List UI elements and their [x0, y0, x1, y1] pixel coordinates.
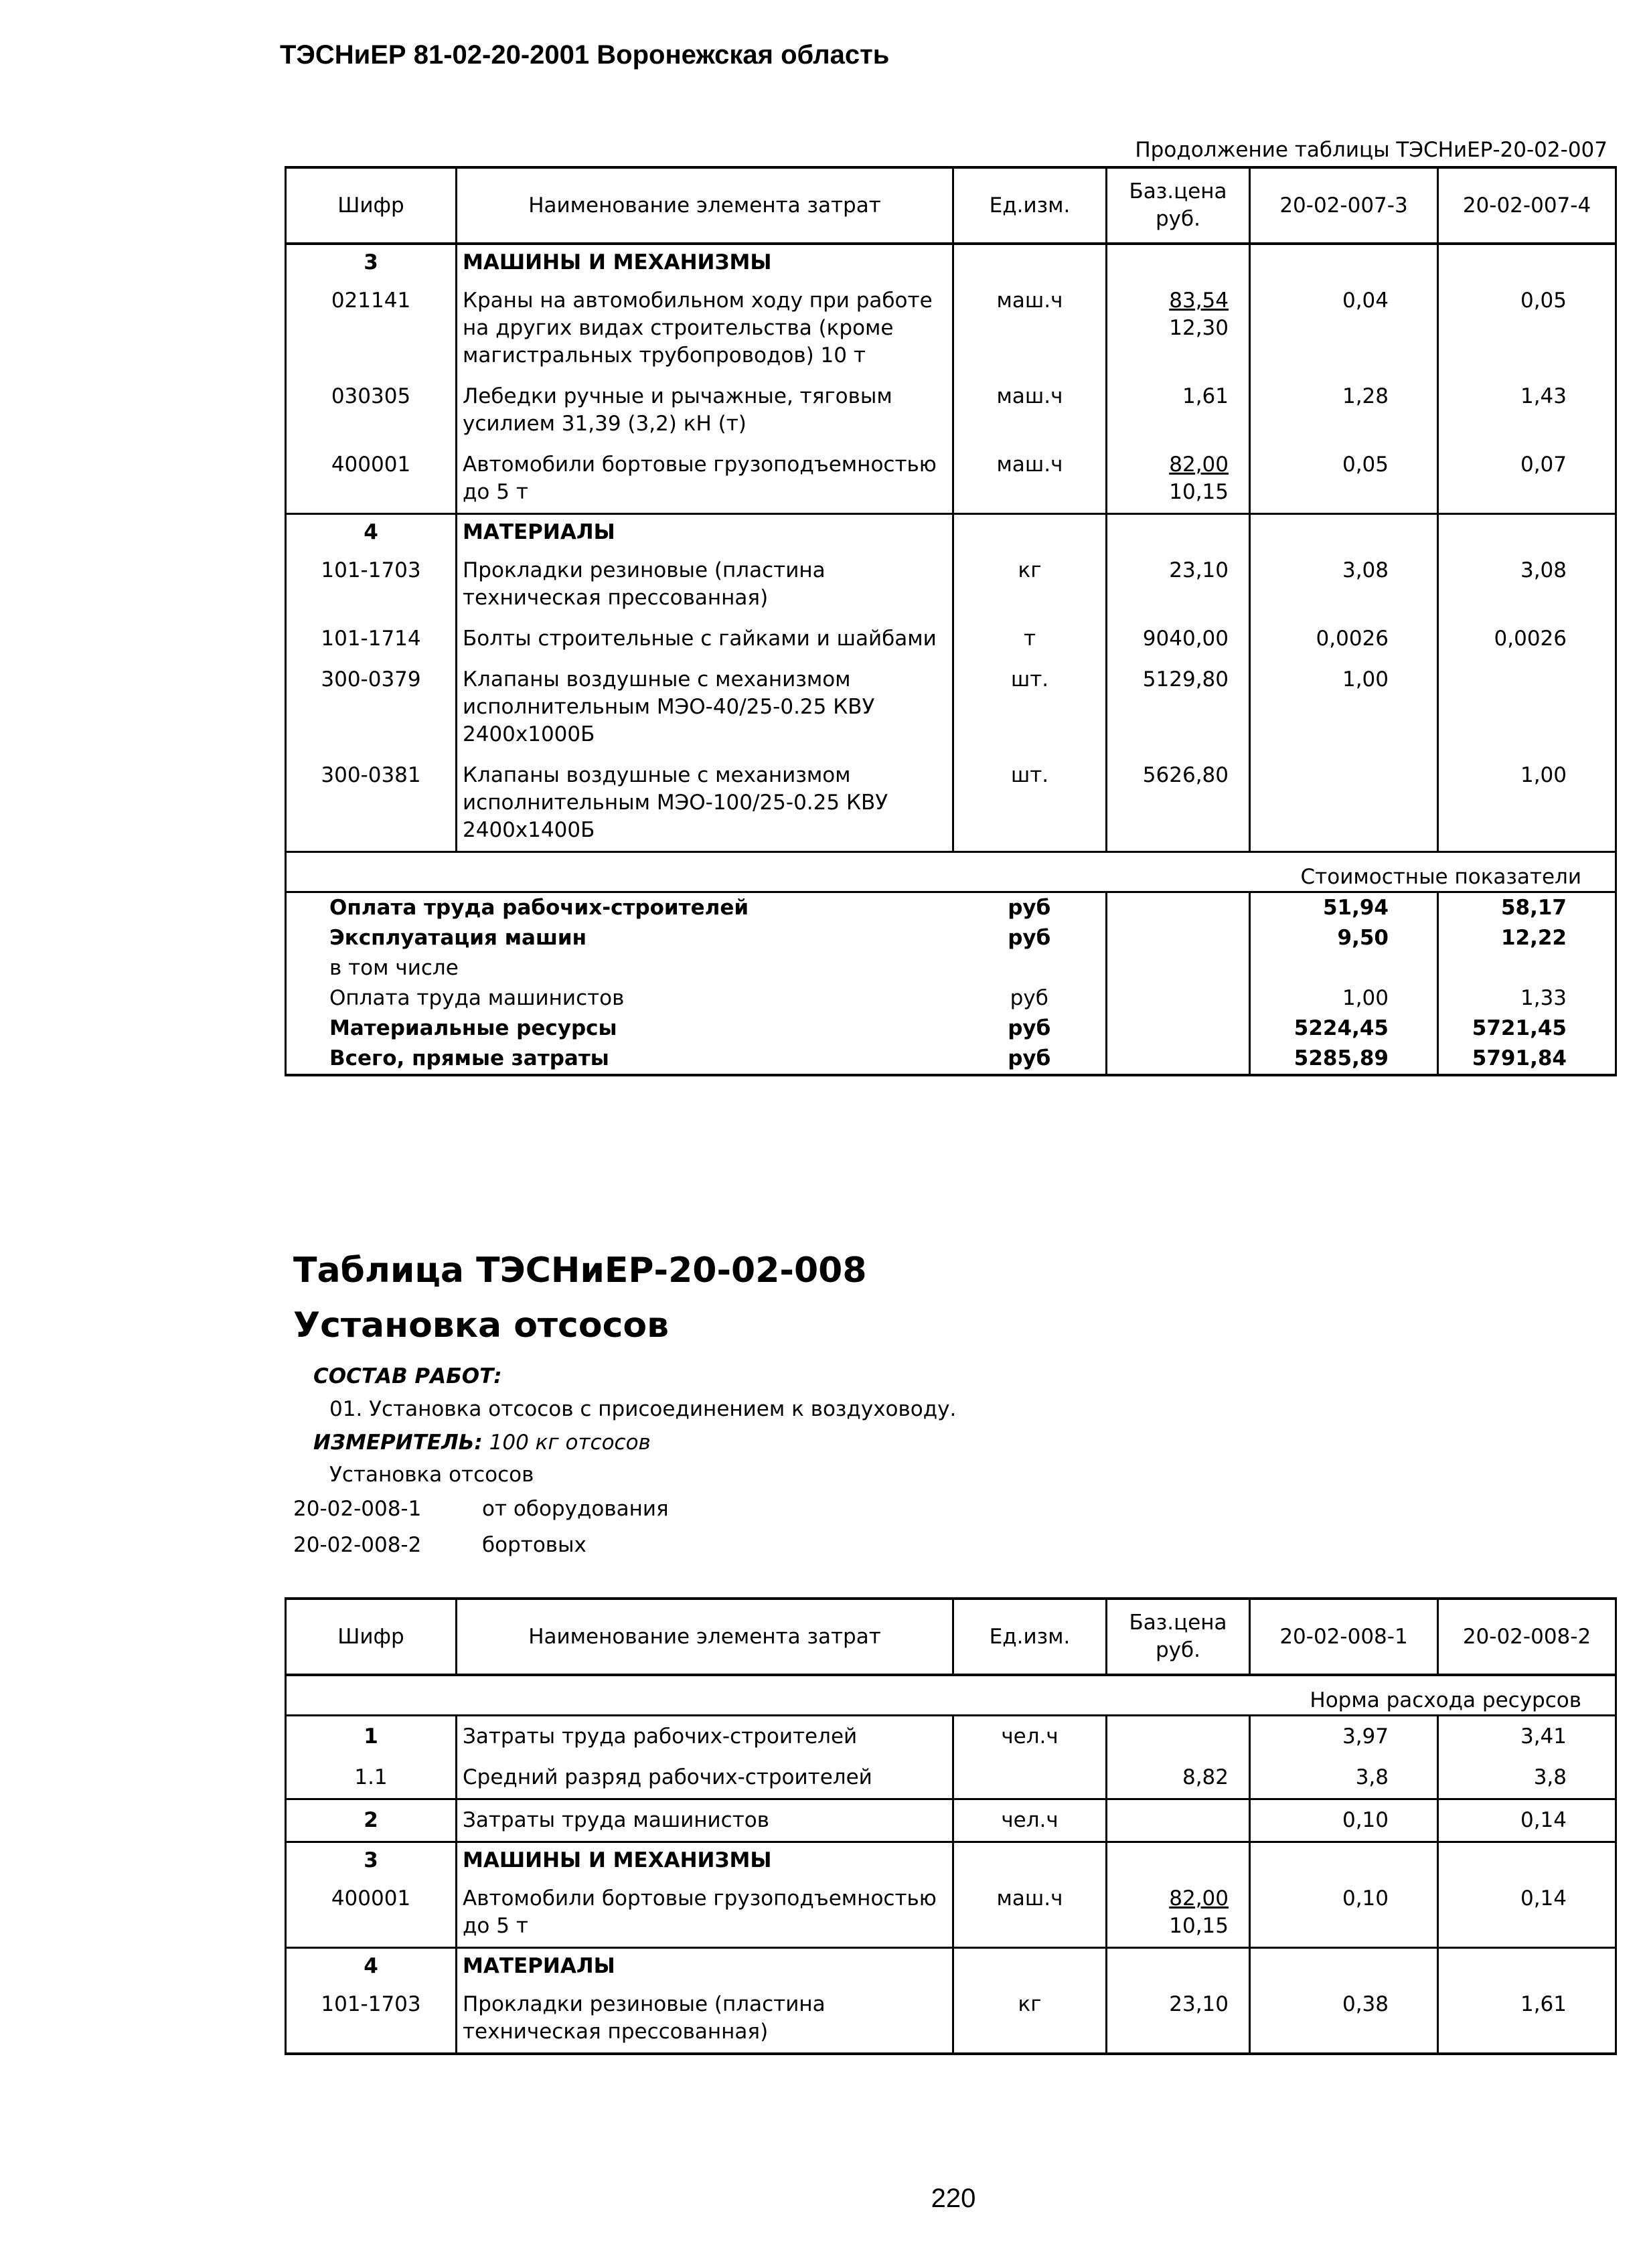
- resource-name: Лебедки ручные и рычажные, тяговым усилием 31,39 (3,2) кН (т): [457, 376, 953, 444]
- base-price-value: 23,10: [1169, 558, 1229, 582]
- resource-name: Автомобили бортовые грузоподъемностью до 5 т: [457, 444, 953, 514]
- table-row: [286, 376, 1616, 444]
- meter-label: ИЗМЕРИТЕЛЬ:: [313, 1431, 483, 1455]
- base-price: [1107, 1716, 1250, 1758]
- variant1-value: 0,04: [1250, 280, 1438, 376]
- resource-code: 101-1703: [286, 1984, 457, 2054]
- variant1-cost: 9,50: [1250, 923, 1438, 953]
- variant2-value: 0,07: [1438, 444, 1616, 514]
- resource-code: 300-0379: [286, 659, 457, 755]
- base-price-value: 5626,80: [1142, 763, 1229, 787]
- section-header-row: [286, 514, 1616, 551]
- col-unit-header: Ед.изм.: [953, 167, 1107, 244]
- variant-line: [293, 1497, 669, 1521]
- variant1-value: 0,38: [1250, 1984, 1438, 2054]
- variant2-value: 3,8: [1438, 1757, 1616, 1799]
- variant1-cost: 51,94: [1250, 892, 1438, 924]
- section-number: 3: [286, 244, 457, 280]
- empty-cell: [1107, 953, 1250, 983]
- cost-unit: руб: [953, 1044, 1107, 1075]
- variant2-cost: 5721,45: [1438, 1014, 1616, 1044]
- variant2-value: 1,61: [1438, 1984, 1616, 2054]
- resource-name: Краны на автомобильном ходу при работе на других видах строительства (кроме магистральных трубопроводов) 10 т: [457, 280, 953, 376]
- cost-row: [286, 1044, 1616, 1075]
- section-header-row: [286, 1948, 1616, 1985]
- table-row: [286, 280, 1616, 376]
- variant1-cost: 5285,89: [1250, 1044, 1438, 1075]
- base-price: [1107, 1878, 1250, 1948]
- variant2-cost: 1,33: [1438, 983, 1616, 1014]
- header-row: [286, 167, 1616, 244]
- variant1-value: 3,8: [1250, 1757, 1438, 1799]
- cost-unit: руб: [953, 983, 1107, 1014]
- variant2-value: 3,08: [1438, 550, 1616, 619]
- base-price-value: 5129,80: [1142, 667, 1229, 692]
- col-variant1-header: 20-02-008-1: [1250, 1599, 1438, 1675]
- section-number: 3: [286, 1842, 457, 1879]
- empty-cell: [1107, 1044, 1250, 1075]
- variant1-cost: 5224,45: [1250, 1014, 1438, 1044]
- variant2-cost: [1438, 953, 1616, 983]
- empty-cell: [1107, 1842, 1250, 1879]
- table-row: [286, 1878, 1616, 1948]
- continuation-note: Продолжение таблицы ТЭСНиЕР-20-02-007: [1135, 138, 1608, 162]
- resource-code: 1.1: [286, 1757, 457, 1799]
- resource-unit: маш.ч: [953, 376, 1107, 444]
- cost-row: [286, 953, 1616, 983]
- resource-code: 101-1703: [286, 550, 457, 619]
- empty-cell: [1250, 244, 1438, 280]
- section-title: МАШИНЫ И МЕХАНИЗМЫ: [457, 1842, 953, 1879]
- empty-cell: [1107, 1014, 1250, 1044]
- empty-cell: [1250, 1948, 1438, 1985]
- section-title: МАТЕРИАЛЫ: [457, 1948, 953, 1985]
- empty-cell: [1438, 244, 1616, 280]
- variant2-value: [1438, 659, 1616, 755]
- base-price-value: 82,00: [1169, 453, 1229, 477]
- table-row: [286, 1716, 1616, 1758]
- variant1-value: 0,10: [1250, 1878, 1438, 1948]
- resource-code: 400001: [286, 1878, 457, 1948]
- resource-unit: кг: [953, 550, 1107, 619]
- cost-row: [286, 983, 1616, 1014]
- col-name-header: Наименование элемента затрат: [457, 1599, 953, 1675]
- resource-unit: т: [953, 619, 1107, 659]
- variant1-value: 3,97: [1250, 1716, 1438, 1758]
- variant-desc: от оборудования: [482, 1497, 669, 1521]
- variant1-value: 1,28: [1250, 376, 1438, 444]
- base-price: [1107, 755, 1250, 852]
- variant1-value: [1250, 755, 1438, 852]
- table-row: [286, 619, 1616, 659]
- cost-band-label: Стоимостные показатели: [286, 852, 1616, 892]
- cost-label: Материальные ресурсы: [286, 1014, 953, 1044]
- composition-label: СОСТАВ РАБОТ:: [313, 1364, 502, 1388]
- resource-unit: чел.ч: [953, 1799, 1107, 1842]
- base-price: [1107, 619, 1250, 659]
- resource-unit: шт.: [953, 659, 1107, 755]
- variant1-value: 0,05: [1250, 444, 1438, 514]
- base-price-wage-part: 10,15: [1169, 480, 1229, 504]
- table-subtitle: Установка отсосов: [293, 1305, 670, 1346]
- table-title: Таблица ТЭСНиЕР-20-02-008: [293, 1250, 867, 1291]
- empty-cell: [1250, 514, 1438, 551]
- base-price: [1107, 1799, 1250, 1842]
- col-variant2-header: 20-02-007-4: [1438, 167, 1616, 244]
- resource-table-008: [285, 1597, 1617, 2055]
- variant2-value: 0,14: [1438, 1878, 1616, 1948]
- cost-label: Эксплуатация машин: [286, 923, 953, 953]
- empty-cell: [1438, 514, 1616, 551]
- resource-code: 400001: [286, 444, 457, 514]
- resource-name: Болты строительные с гайками и шайбами: [457, 619, 953, 659]
- resource-unit: [953, 1757, 1107, 1799]
- resource-unit: чел.ч: [953, 1716, 1107, 1758]
- col-price-header: Баз.цена руб.: [1107, 1599, 1250, 1675]
- variant2-cost: 5791,84: [1438, 1044, 1616, 1075]
- section-title: МАТЕРИАЛЫ: [457, 514, 953, 551]
- cost-label: Всего, прямые затраты: [286, 1044, 953, 1075]
- resource-name: Прокладки резиновые (пластина техническая прессованная): [457, 1984, 953, 2054]
- base-price: [1107, 280, 1250, 376]
- variant2-cost: 12,22: [1438, 923, 1616, 953]
- base-price-value: 23,10: [1169, 1992, 1229, 2016]
- empty-cell: [1438, 1948, 1616, 1985]
- variant2-value: 0,14: [1438, 1799, 1616, 1842]
- resource-name: Клапаны воздушные с механизмом исполнительным МЭО-40/25-0.25 КВУ 2400х1000Б: [457, 659, 953, 755]
- section-header-row: [286, 244, 1616, 280]
- variant1-cost: [1250, 953, 1438, 983]
- variant1-value: 0,10: [1250, 1799, 1438, 1842]
- resource-code: 300-0381: [286, 755, 457, 852]
- variant2-value: 0,05: [1438, 280, 1616, 376]
- base-price: [1107, 444, 1250, 514]
- variant2-cost: 58,17: [1438, 892, 1616, 924]
- resource-name: Прокладки резиновые (пластина техническая прессованная): [457, 550, 953, 619]
- section-number: 4: [286, 1948, 457, 1985]
- empty-cell: [953, 1948, 1107, 1985]
- section-number: 4: [286, 514, 457, 551]
- meter-line: [313, 1431, 651, 1455]
- page-number: 220: [931, 2184, 976, 2213]
- col-code-header: Шифр: [286, 1599, 457, 1675]
- composition-item: 01. Установка отсосов с присоединением к воздуховоду.: [329, 1397, 957, 1421]
- empty-cell: [953, 514, 1107, 551]
- cost-band: [286, 852, 1616, 892]
- cost-label: в том числе: [286, 953, 953, 983]
- variant1-cost: 1,00: [1250, 983, 1438, 1014]
- base-price: [1107, 1984, 1250, 2054]
- cost-unit: [953, 953, 1107, 983]
- running-title: ТЭСНиЕР 81-02-20-2001 Воронежская область: [280, 40, 890, 70]
- col-variant2-header: 20-02-008-2: [1438, 1599, 1616, 1675]
- variant2-value: 1,43: [1438, 376, 1616, 444]
- variant-line: [293, 1533, 586, 1557]
- empty-cell: [1107, 1948, 1250, 1985]
- resource-table-007: [285, 166, 1617, 1076]
- variant1-value: 0,0026: [1250, 619, 1438, 659]
- base-price-value: 1,61: [1182, 384, 1229, 408]
- table-row: [286, 1757, 1616, 1799]
- base-price-value: 83,54: [1169, 289, 1229, 313]
- resource-unit: шт.: [953, 755, 1107, 852]
- empty-cell: [1250, 1842, 1438, 1879]
- cost-row: [286, 892, 1616, 924]
- table-row: [286, 550, 1616, 619]
- variant1-value: 1,00: [1250, 659, 1438, 755]
- norm-band: [286, 1675, 1616, 1716]
- variant1-value: 3,08: [1250, 550, 1438, 619]
- resource-code: 1: [286, 1716, 457, 1758]
- resource-code: 2: [286, 1799, 457, 1842]
- resource-code: 101-1714: [286, 619, 457, 659]
- base-price: [1107, 550, 1250, 619]
- empty-cell: [953, 244, 1107, 280]
- base-price-value: 82,00: [1169, 1886, 1229, 1911]
- resource-name: Средний разряд рабочих-строителей: [457, 1757, 953, 1799]
- resource-name: Клапаны воздушные с механизмом исполнительным МЭО-100/25-0.25 КВУ 2400х1400Б: [457, 755, 953, 852]
- resource-unit: маш.ч: [953, 444, 1107, 514]
- base-price-value: 9040,00: [1142, 627, 1229, 651]
- norm-band-label: Норма расхода ресурсов: [286, 1675, 1616, 1716]
- col-variant1-header: 20-02-007-3: [1250, 167, 1438, 244]
- empty-cell: [1107, 244, 1250, 280]
- cost-row: [286, 923, 1616, 953]
- resource-unit: маш.ч: [953, 1878, 1107, 1948]
- base-price-wage-part: 10,15: [1169, 1914, 1229, 1938]
- variant-desc: бортовых: [482, 1533, 586, 1557]
- variant2-value: 3,41: [1438, 1716, 1616, 1758]
- resource-code: 021141: [286, 280, 457, 376]
- cost-unit: руб: [953, 1014, 1107, 1044]
- resource-name: Затраты труда машинистов: [457, 1799, 953, 1842]
- cost-label: Оплата труда машинистов: [286, 983, 953, 1014]
- header-row: [286, 1599, 1616, 1675]
- table-row: [286, 1984, 1616, 2054]
- variant2-value: 0,0026: [1438, 619, 1616, 659]
- empty-cell: [1438, 1842, 1616, 1879]
- resource-name: Затраты труда рабочих-строителей: [457, 1716, 953, 1758]
- section-title: МАШИНЫ И МЕХАНИЗМЫ: [457, 244, 953, 280]
- variant-code: 20-02-008-1: [293, 1497, 422, 1521]
- base-price: [1107, 659, 1250, 755]
- empty-cell: [1107, 923, 1250, 953]
- cost-row: [286, 1014, 1616, 1044]
- resource-unit: маш.ч: [953, 280, 1107, 376]
- table-row: [286, 444, 1616, 514]
- col-unit-header: Ед.изм.: [953, 1599, 1107, 1675]
- base-price-wage-part: 12,30: [1169, 316, 1229, 340]
- empty-cell: [1107, 892, 1250, 924]
- cost-unit: руб: [953, 892, 1107, 924]
- table-row: [286, 659, 1616, 755]
- col-code-header: Шифр: [286, 167, 457, 244]
- resource-unit: кг: [953, 1984, 1107, 2054]
- table-row: [286, 1799, 1616, 1842]
- col-price-header: Баз.цена руб.: [1107, 167, 1250, 244]
- variant-code: 20-02-008-2: [293, 1533, 422, 1557]
- empty-cell: [1107, 983, 1250, 1014]
- empty-cell: [953, 1842, 1107, 1879]
- resource-code: 030305: [286, 376, 457, 444]
- cost-unit: руб: [953, 923, 1107, 953]
- base-price: [1107, 376, 1250, 444]
- cost-label: Оплата труда рабочих-строителей: [286, 892, 953, 924]
- meter-value: 100 кг отсосов: [489, 1431, 651, 1455]
- table-row: [286, 755, 1616, 852]
- work-subject: Установка отсосов: [329, 1463, 534, 1487]
- col-name-header: Наименование элемента затрат: [457, 167, 953, 244]
- variant2-value: 1,00: [1438, 755, 1616, 852]
- resource-name: Автомобили бортовые грузоподъемностью до 5 т: [457, 1878, 953, 1948]
- section-header-row: [286, 1842, 1616, 1879]
- empty-cell: [1107, 514, 1250, 551]
- base-price: 8,82: [1107, 1757, 1250, 1799]
